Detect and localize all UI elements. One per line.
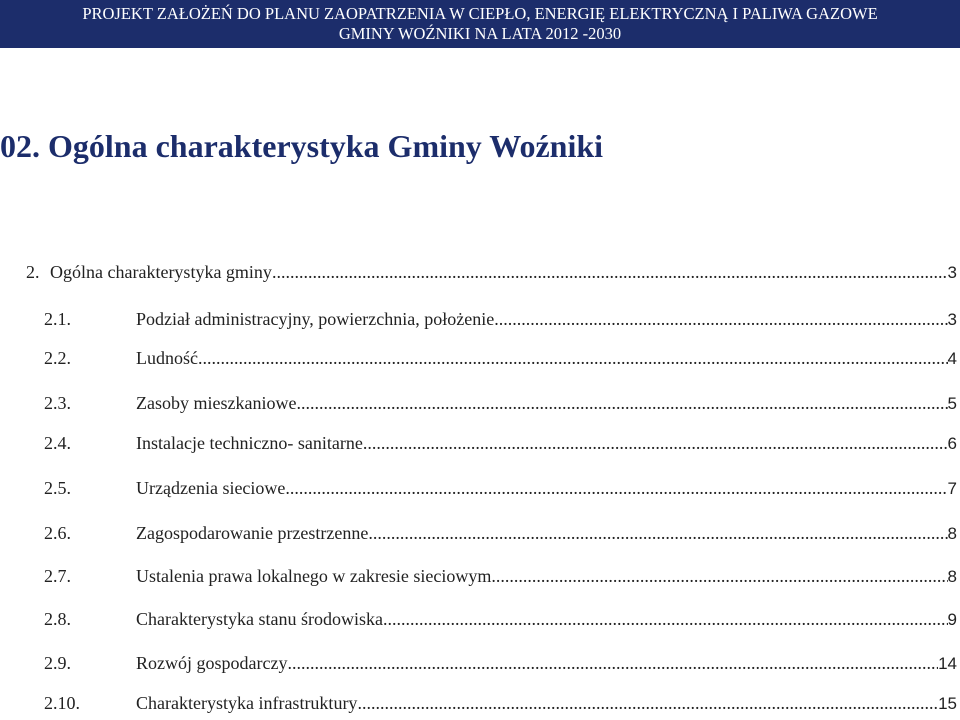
toc-dot-leader	[494, 306, 947, 332]
toc-dot-leader	[285, 475, 947, 501]
toc-entry[interactable]	[0, 563, 960, 589]
toc-dot-leader	[198, 345, 948, 371]
toc-dot-leader	[272, 259, 948, 285]
toc-entry[interactable]	[0, 259, 960, 285]
toc-entry-title: Zagospodarowanie przestrzenne	[136, 523, 369, 543]
toc-entry-page: 3	[947, 263, 957, 282]
toc-entry-page: 5	[947, 394, 957, 413]
toc-dot-leader	[357, 690, 938, 716]
toc-entry-title: Ogólna charakterystyka gminy	[50, 262, 272, 282]
header-title-line-1: PROJEKT ZAŁOŻEŃ DO PLANU ZAOPATRZENIA W CIEPŁO, ENERGIĘ ELEKTRYCZNĄ I PALIWA GAZOWE	[82, 4, 878, 23]
toc-entry-page: 8	[947, 567, 957, 586]
toc-entry-number: 2.8.	[44, 609, 71, 629]
toc-entry-page: 15	[938, 694, 957, 713]
toc-entry-title: Ludność	[136, 348, 198, 368]
toc-entry[interactable]	[0, 306, 960, 332]
toc-entry-page: 4	[947, 349, 957, 368]
toc-entry[interactable]	[0, 345, 960, 371]
toc-entry-title: Charakterystyka stanu środowiska	[136, 609, 383, 629]
toc-dot-leader	[363, 430, 948, 456]
document-header	[0, 0, 960, 48]
toc-entry[interactable]	[0, 390, 960, 416]
toc-entry-page: 7	[947, 479, 957, 498]
toc-entry[interactable]	[0, 430, 960, 456]
toc-entry[interactable]	[0, 650, 960, 676]
toc-entry-title: Instalacje techniczno- sanitarne	[136, 433, 363, 453]
toc-dot-leader	[296, 390, 947, 416]
toc-entry[interactable]	[0, 690, 960, 716]
toc-dot-leader	[368, 520, 947, 546]
toc-dot-leader	[491, 563, 947, 589]
toc-entry-number: 2.1.	[44, 309, 71, 329]
toc-entry-number: 2.7.	[44, 566, 71, 586]
toc-entry-title: Urządzenia sieciowe	[136, 478, 286, 498]
toc-entry-number: 2.4.	[44, 433, 71, 453]
toc-entry[interactable]	[0, 475, 960, 501]
toc-entry-number: 2.3.	[44, 393, 71, 413]
toc-entry-number: 2.9.	[44, 653, 71, 673]
toc-dot-leader	[383, 606, 948, 632]
toc-entry-page: 14	[938, 654, 957, 673]
toc-entry-number: 2.5.	[44, 478, 71, 498]
toc-entry-title: Zasoby mieszkaniowe	[136, 393, 297, 413]
toc-entry-title: Charakterystyka infrastruktury	[136, 693, 358, 713]
chapter-title: 02. Ogólna charakterystyka Gminy Woźniki	[0, 128, 604, 164]
toc-entry-page: 9	[947, 610, 957, 629]
toc-entry-page: 8	[947, 524, 957, 543]
toc-entry-number: 2.2.	[44, 348, 71, 368]
toc-entry-number: 2.	[26, 262, 40, 282]
toc-entry-number: 2.6.	[44, 523, 71, 543]
toc-entry[interactable]	[0, 606, 960, 632]
toc-entry-title: Ustalenia prawa lokalnego w zakresie sieciowym	[136, 566, 492, 586]
toc-entry-title: Podział administracyjny, powierzchnia, położenie	[136, 309, 495, 329]
toc-dot-leader	[287, 650, 938, 676]
header-title-line-2: GMINY WOŹNIKI NA LATA 2012 -2030	[338, 24, 622, 43]
toc-entry-page: 6	[947, 434, 957, 453]
toc-entry-number: 2.10.	[44, 693, 80, 713]
toc-entry-title: Rozwój gospodarczy	[136, 653, 288, 673]
toc-entry-page: 3	[947, 310, 957, 329]
toc-entry[interactable]	[0, 520, 960, 546]
